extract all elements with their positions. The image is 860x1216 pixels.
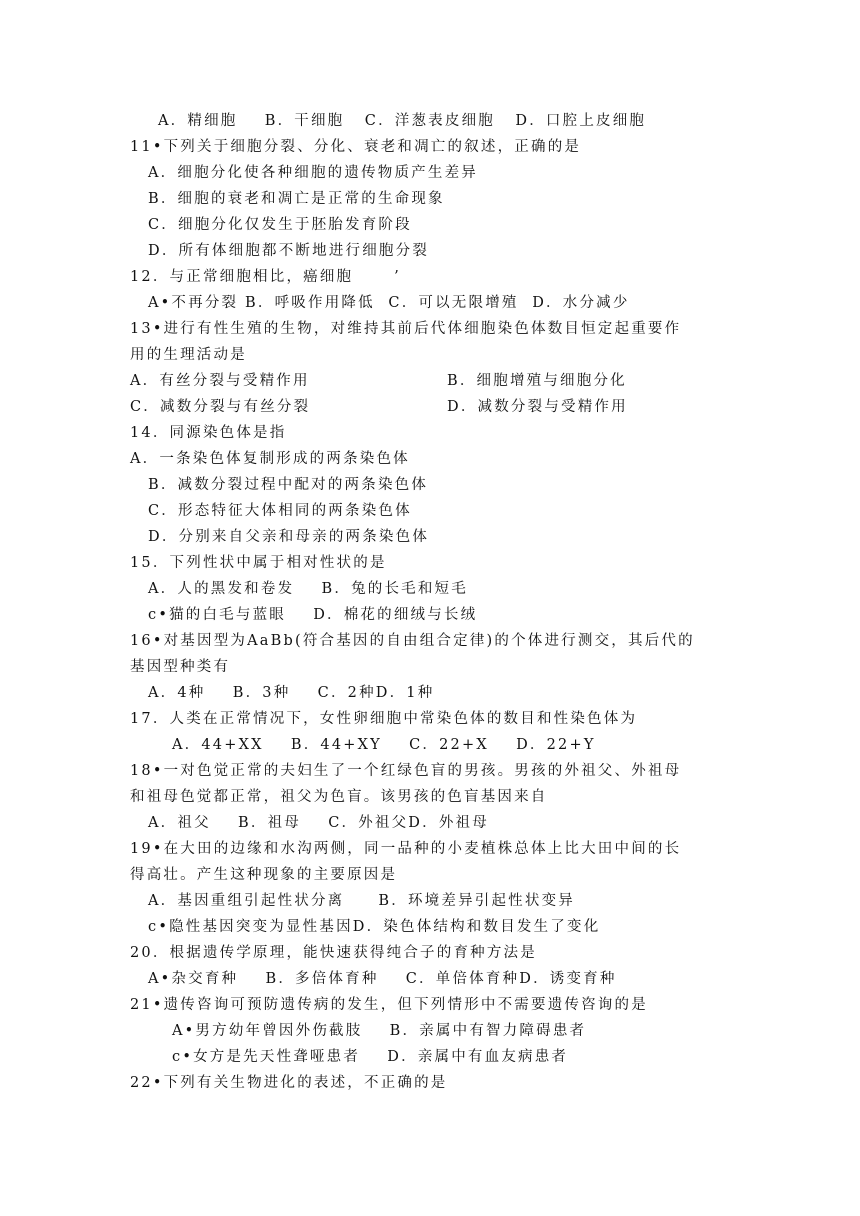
- q18-stem: 18•一对色觉正常的夫妇生了一个红绿色盲的男孩。男孩的外祖父、外祖母: [130, 763, 682, 779]
- q15-stem: 15．下列性状中属于相对性状的是: [130, 555, 387, 571]
- q17-stem: 17．人类在正常情况下，女性卵细胞中常染色体的数目和性染色体为: [130, 711, 638, 727]
- q21-stem: 21•遗传咨询可预防遗传病的发生，但下列情形中不需要遗传咨询的是: [130, 997, 648, 1013]
- q11-option-d: D．所有体细胞都不断地进行细胞分裂: [148, 243, 430, 259]
- q11-option-c: C．细胞分化仅发生于胚胎发育阶段: [148, 217, 412, 233]
- q15-options-cd: c•猫的白毛与蓝眼 D．棉花的细绒与长绒: [148, 607, 478, 623]
- q14-stem: 14．同源染色体是指: [130, 425, 287, 441]
- q11-option-a: A．细胞分化使各种细胞的遗传物质产生差异: [148, 165, 478, 181]
- q19-stem: 19•在大田的边缘和水沟两侧，同一品种的小麦植株总体上比大田中间的长: [130, 841, 682, 857]
- q19-options-ab: A．基因重组引起性状分离 B．环境差异引起性状变异: [148, 893, 575, 909]
- q14-option-a: A．一条染色体复制形成的两条染色体: [130, 451, 410, 467]
- q13-option-b: B．细胞增殖与细胞分化: [447, 373, 627, 389]
- q18-options: A．祖父 B．祖母 C．外祖父D．外祖母: [148, 815, 489, 831]
- q11-option-b: B．细胞的衰老和凋亡是正常的生命现象: [148, 191, 445, 207]
- q21-options-cd: c•女方是先天性聋哑患者 D．亲属中有血友病患者: [172, 1049, 569, 1065]
- q11-stem: 11•下列关于细胞分裂、分化、衰老和凋亡的叙述，正确的是: [130, 139, 582, 155]
- q20-options: A•杂交育种 B．多倍体育种 C．单倍体育种D．诱变育种: [148, 971, 617, 987]
- q13-stem-cont: 用的生理活动是: [130, 347, 247, 363]
- q16-stem: 16•对基因型为AaBb(符合基因的自由组合定律)的个体进行测交，其后代的: [130, 633, 695, 649]
- q13-option-d: D．减数分裂与受精作用: [447, 399, 628, 415]
- q15-options-ab: A．人的黑发和卷发 B．兔的长毛和短毛: [148, 581, 468, 597]
- q14-option-b: B．减数分裂过程中配对的两条染色体: [148, 477, 429, 493]
- q16-stem-cont: 基因型种类有: [130, 659, 231, 675]
- q19-options-cd: c•隐性基因突变为显性基因D．染色体结构和数目发生了变化: [148, 919, 601, 935]
- q19-stem-cont: 得高壮。产生这种现象的主要原因是: [130, 867, 398, 883]
- q12-stem: 12．与正常细胞相比，癌细胞 ’: [130, 269, 401, 285]
- q17-options: A．44+XX B．44+XY C．22+X D．22+Y: [172, 737, 596, 753]
- q18-stem-cont: 和祖母色觉都正常，祖父为色盲。该男孩的色盲基因来自: [130, 789, 548, 805]
- q21-options-ab: A•男方幼年曾因外伤截肢 B．亲属中有智力障碍患者: [172, 1023, 587, 1039]
- q13-stem: 13•进行有性生殖的生物，对维持其前后代体细胞染色体数目恒定起重要作: [130, 321, 682, 337]
- q14-option-d: D．分别来自父亲和母亲的两条染色体: [148, 529, 430, 545]
- q20-stem: 20．根据遗传学原理，能快速获得纯合子的育种方法是: [130, 945, 537, 961]
- q12-options: A•不再分裂 B．呼吸作用降低 C．可以无限增殖 D．水分减少: [148, 295, 630, 311]
- q16-options: A．4种 B．3种 C．2种D．1种: [148, 685, 435, 701]
- q13-option-c: C．减数分裂与有丝分裂: [130, 399, 311, 415]
- q22-stem: 22•下列有关生物进化的表述，不正确的是: [130, 1075, 448, 1091]
- q13-option-a: A．有丝分裂与受精作用: [130, 373, 310, 389]
- q10-options: A．精细胞 B．干细胞 C．洋葱表皮细胞 D．口腔上皮细胞: [158, 113, 647, 129]
- q14-option-c: C．形态特征大体相同的两条染色体: [148, 503, 412, 519]
